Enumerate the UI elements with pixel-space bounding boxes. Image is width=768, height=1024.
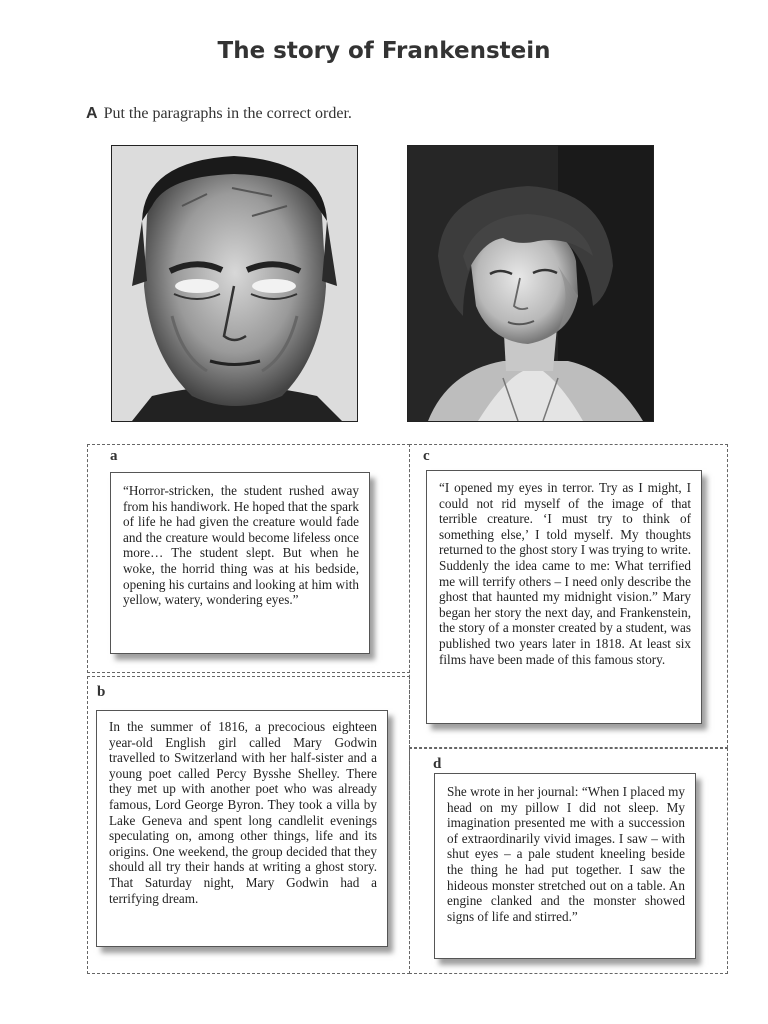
- mary-shelley-portrait-image: [408, 146, 653, 421]
- monster-photo: [111, 145, 358, 422]
- paragraph-c-text: “I opened my eyes in terror. Try as I might, I could not rid myself of the image of that terrible creature. ‘I must try to think of something else,’ I told myself. My thoughts returned to the ghost story I was trying to write. Suddenly the idea came to me: What terrified me will terrify others – I need only describe the ghost that haunted my midnight vision.” Mary began her story the next day, and Frankenstein, the story of a monster created by a student, was published two years later in 1818. At least six films have been made of this famous story.: [439, 480, 691, 667]
- paragraph-c-card: [426, 470, 702, 724]
- paragraph-a-text: “Horror-stricken, the student rushed away from his handiwork. He hoped that the spark of life he had given the creature would fade and the creature would become lifeless once more… The student slept. But when he woke, the horrid thing was at his bedside, opening his curtains and looking at him with yellow, watery, wondering eyes.”: [123, 483, 359, 608]
- exercise-letter: A: [86, 105, 98, 122]
- page-title: The story of Frankenstein: [217, 38, 551, 64]
- monster-portrait-image: [112, 146, 357, 421]
- paragraph-d-text: She wrote in her journal: “When I placed my head on my pillow I did not sleep. My imagination presented me with a succession of extraordinarily vivid images. I saw – with shut eyes – a pale student kneeling beside the thing he had put together. I saw the hideous monster stretched out on a table. An engine clanked and the monster showed signs of life and stirred.”: [447, 784, 685, 924]
- paragraph-d-letter: d: [433, 756, 442, 772]
- instruction-text: Put the paragraphs in the correct order.: [103, 105, 352, 122]
- paragraph-b-card: [96, 710, 388, 947]
- paragraph-a-card: [110, 472, 370, 654]
- paragraph-c-letter: c: [423, 448, 430, 464]
- mary-shelley-portrait: [407, 145, 654, 422]
- paragraph-a-letter: a: [110, 448, 118, 464]
- paragraph-b-letter: b: [97, 684, 106, 700]
- paragraph-b-text: In the summer of 1816, a precocious eighteen year-old English girl called Mary Godwin travelled to Switzerland with her half-sister and a young poet called Percy Bysshe Shelley. There they met up with another poet who was already famous, Lord George Byron. They took a villa by Lake Geneva and spent long candlelit evenings speculating on, among other things, life and its origins. One weekend, the group decided that they should all try their hands at writing a ghost story. That Saturday night, Mary Godwin had a terrifying dream.: [109, 719, 377, 906]
- paragraph-d-card: [434, 773, 696, 959]
- exercise-instruction: [86, 105, 352, 123]
